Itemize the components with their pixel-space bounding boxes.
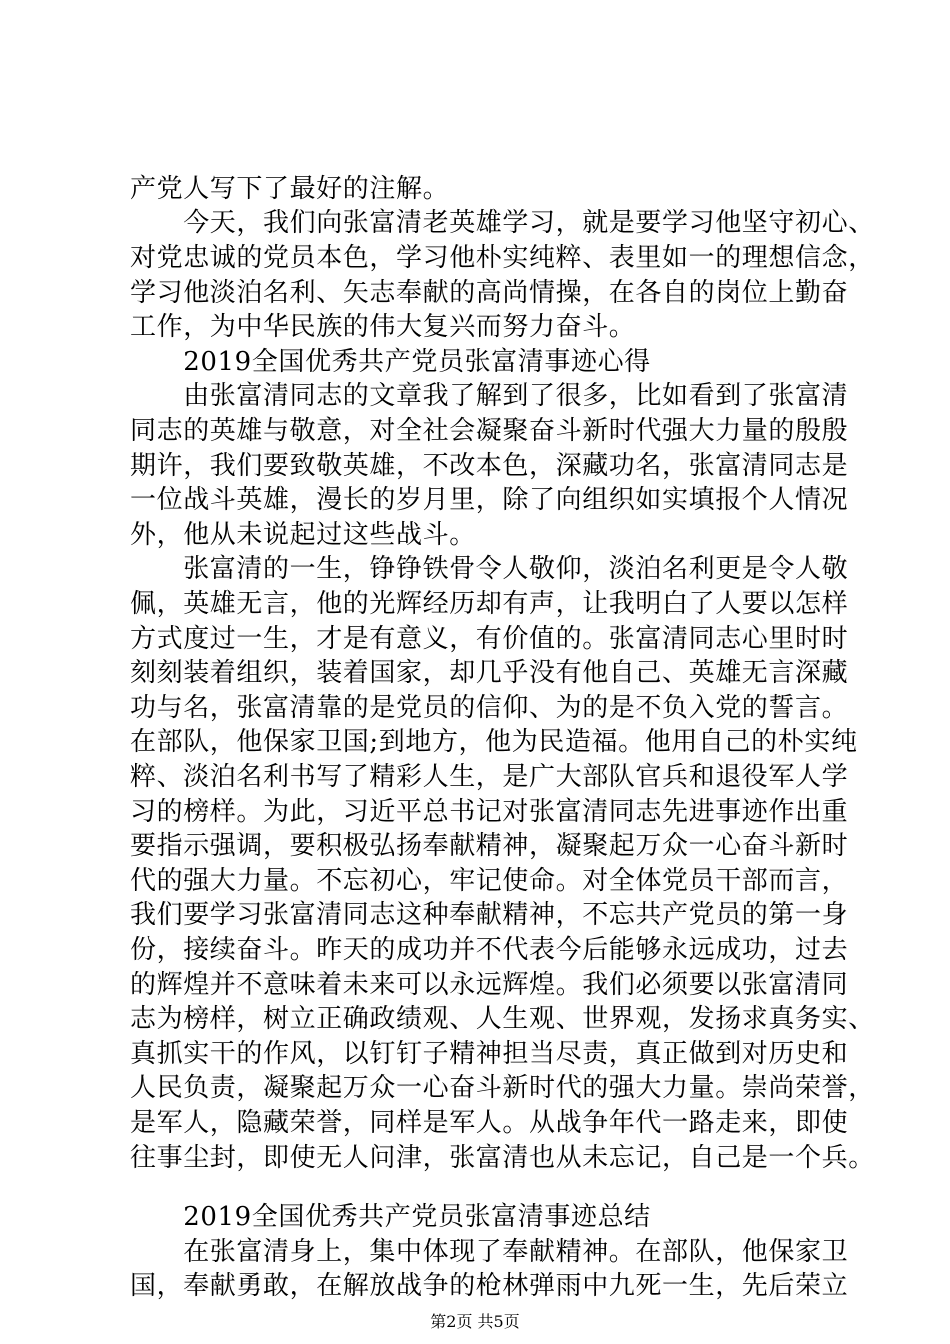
text-line: 由张富清同志的文章我了解到了很多，比如看到了张富清 [130,381,849,411]
section-heading: 2019全国优秀共产党员张富清事迹总结 [130,1202,651,1232]
text-line: 学习他淡泊名利、矢志奉献的高尚情操，在各自的岗位上勤奋 [130,278,849,308]
text-line: 份，接续奋斗。昨天的成功并不代表今后能够永远成功，过去 [130,935,849,965]
text-line: 国，奉献勇敢，在解放战争的枪林弹雨中九死一生，先后荣立 [130,1271,849,1301]
text-line: 习的榜样。为此，习近平总书记对张富清同志先进事迹作出重 [130,797,849,827]
text-line: 外，他从未说起过这些战斗。 [130,520,476,550]
text-line: 张富清的一生，铮铮铁骨令人敬仰，淡泊名利更是令人敬 [130,554,849,584]
text-line: 佩，英雄无言，他的光辉经历却有声，让我明白了人要以怎样 [130,589,849,619]
text-line: 方式度过一生，才是有意义，有价值的。张富清同志心里时时 [130,624,849,654]
text-line: 我们要学习张富清同志这种奉献精神，不忘共产党员的第一身 [130,900,849,930]
text-line: 工作，为中华民族的伟大复兴而努力奋斗。 [130,312,636,342]
text-line: 的辉煌并不意味着未来可以永远辉煌。我们必须要以张富清同 [130,970,849,1000]
text-line: 代的强大力量。不忘初心，牢记使命。对全体党员干部而言， [130,866,849,896]
text-line: 刻刻装着组织，装着国家，却几乎没有他自己、英雄无言深藏 [130,658,849,688]
text-line: 粹、淡泊名利书写了精彩人生，是广大部队官兵和退役军人学 [130,762,849,792]
text-line: 真抓实干的作风，以钉钉子精神担当尽责，真正做到对历史和 [130,1039,849,1069]
text-line: 人民负责，凝聚起万众一心奋斗新时代的强大力量。崇尚荣誉， [130,1073,875,1103]
text-line: 志为榜样，树立正确政绩观、人生观、世界观，发扬求真务实、 [130,1004,875,1034]
text-line: 今天，我们向张富清老英雄学习，就是要学习他坚守初心、 [130,208,875,238]
page-number-footer: 第2页 共5页 [430,1312,520,1331]
text-line: 对党忠诚的党员本色，学习他朴实纯粹、表里如一的理想信念， [130,243,875,273]
text-line: 功与名，张富清靠的是党员的信仰、为的是不负入党的誓言。 [130,693,849,723]
text-line: 一位战斗英雄，漫长的岁月里，除了向组织如实填报个人情况 [130,485,849,515]
text-line: 在张富清身上，集中体现了奉献精神。在部队，他保家卫 [130,1237,849,1267]
text-line: 产党人写下了最好的注解。 [130,174,450,204]
text-line: 要指示强调，要积极弘扬奉献精神，凝聚起万众一心奋斗新时 [130,831,849,861]
text-line: 期许，我们要致敬英雄，不改本色，深藏功名，张富清同志是 [130,451,849,481]
text-line: 往事尘封，即使无人问津，张富清也从未忘记，自己是一个兵。 [130,1143,875,1173]
section-heading: 2019全国优秀共产党员张富清事迹心得 [130,347,651,377]
text-line: 在部队，他保家卫国;到地方，他为民造福。他用自己的朴实纯 [130,727,858,757]
text-line: 同志的英雄与敬意，对全社会凝聚奋斗新时代强大力量的殷殷 [130,416,849,446]
text-line: 是军人，隐藏荣誉，同样是军人。从战争年代一路走来，即使 [130,1108,849,1138]
